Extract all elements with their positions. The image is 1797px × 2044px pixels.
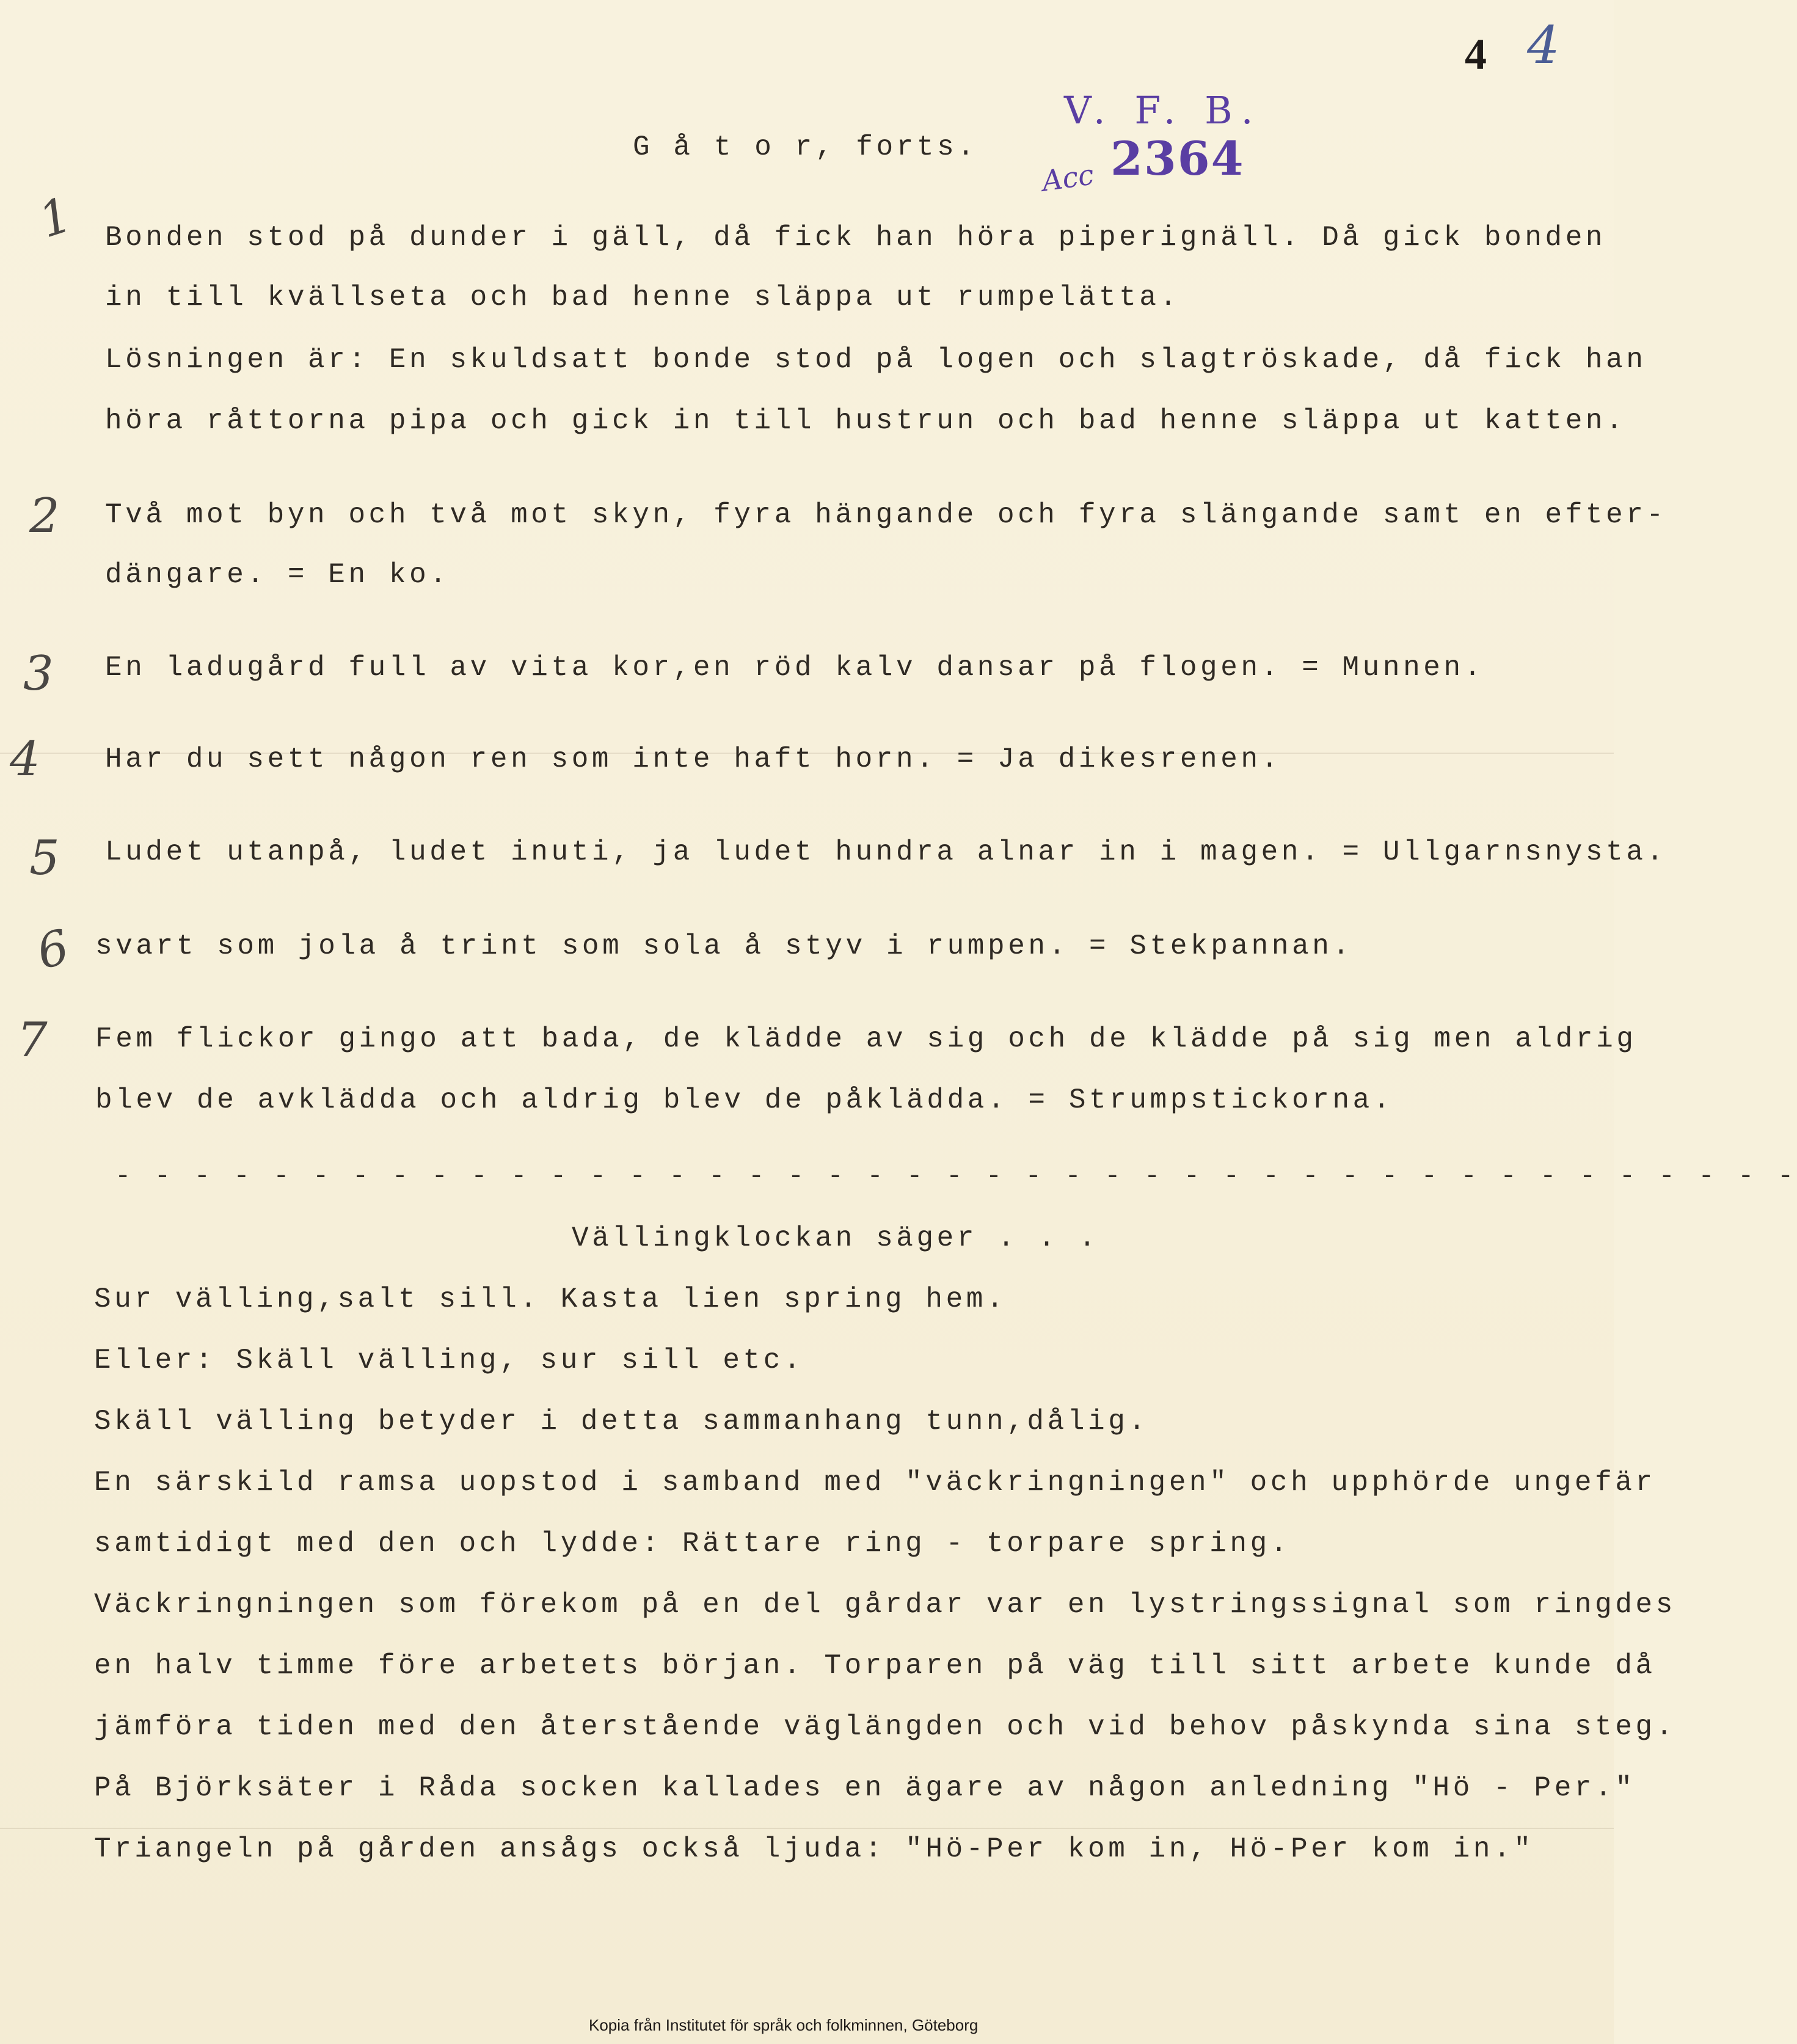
riddle-line: Ludet utanpå, ludet inuti, ja ludet hundra alnar in i magen. = Ullgarnsnysta. [105,836,1667,868]
riddle-line: Bonden stod på dunder i gäll, då fick han höra piperignäll. Då gick bonden [105,222,1606,254]
riddle-number: 1 [32,187,79,249]
riddle-line: Har du sett någon ren som inte haft horn. = Ja dikesrenen. [105,743,1281,775]
riddle-number: 6 [31,919,75,980]
riddle-number: 5 [29,831,60,886]
archive-stamp-number: 2364 [1110,131,1245,186]
section-heading: Vällingklockan säger . . . [572,1222,1099,1254]
section-line: Väckringningen som förekom på en del gårdar var en lystringssignal som ringdes [94,1589,1676,1621]
page-title: G å t o r, forts. [633,131,978,163]
section-line: en halv timme före arbetets början. Torparen på väg till sitt arbete kunde då [94,1650,1656,1682]
riddle-line: Två mot byn och två mot skyn, fyra hängande och fyra slängande samt en efter- [105,499,1667,531]
archive-stamp-acc: Acc [1040,158,1096,198]
handwritten-page-number: 4 [1527,15,1560,75]
section-line: Skäll välling betyder i detta sammanhang tunn,dålig. [94,1406,1149,1437]
section-line: samtidigt med den och lydde: Rättare ring - torpare spring. [94,1528,1291,1560]
section-line: På Björksäter i Råda socken kallades en ägare av någon anledning "Hö - Per." [94,1772,1636,1804]
riddle-line: blev de avklädda och aldrig blev de påklädda. = Strumpstickorna. [95,1084,1394,1116]
section-line: Sur välling,salt sill. Kasta lien spring hem. [94,1283,1007,1315]
section-line: Triangeln på gården ansågs också ljuda: "Hö-Per kom in, Hö-Per kom in." [94,1833,1534,1865]
riddle-line: svart som jola å trint som sola å styv i rumpen. = Stekpannan. [95,930,1353,962]
page-number: 4 [1465,30,1487,79]
riddle-line: En ladugård full av vita kor,en röd kalv dansar på flogen. = Munnen. [105,652,1484,684]
riddle-line: Lösningen är: En skuldsatt bonde stod på logen och slagtröskade, då fick han [105,344,1647,376]
dashed-separator: - - - - - - - - - - - - - - - - - - - - - - - - - - - - - - - - - - - - - - - - - - - [115,1161,1797,1192]
section-line: En särskild ramsa uopstod i samband med "väckringningen" och upphörde ungefär [94,1467,1656,1498]
riddle-number: 3 [23,646,54,701]
riddle-line: Fem flickor gingo att bada, de klädde av sig och de klädde på sig men aldrig [95,1023,1637,1055]
paper-fold [0,1828,1614,1829]
archive-footer: Kopia från Institutet för språk och folkminnen, Göteborg [589,2016,979,2034]
riddle-line: dängare. = En ko. [105,559,450,591]
section-line: Eller: Skäll välling, sur sill etc. [94,1345,804,1376]
riddle-line: in till kvällseta och bad henne släppa ut rumpelätta. [105,282,1180,313]
section-line: jämföra tiden med den återstående väglängden och vid behov påskynda sina steg. [94,1711,1676,1743]
riddle-number: 2 [29,489,60,544]
archive-stamp-top: V. F. B. [1064,88,1262,133]
riddle-number: 4 [10,732,40,787]
riddle-line: höra råttorna pipa och gick in till hustrun och bad henne släppa ut katten. [105,405,1627,437]
riddle-number: 7 [17,1013,48,1068]
